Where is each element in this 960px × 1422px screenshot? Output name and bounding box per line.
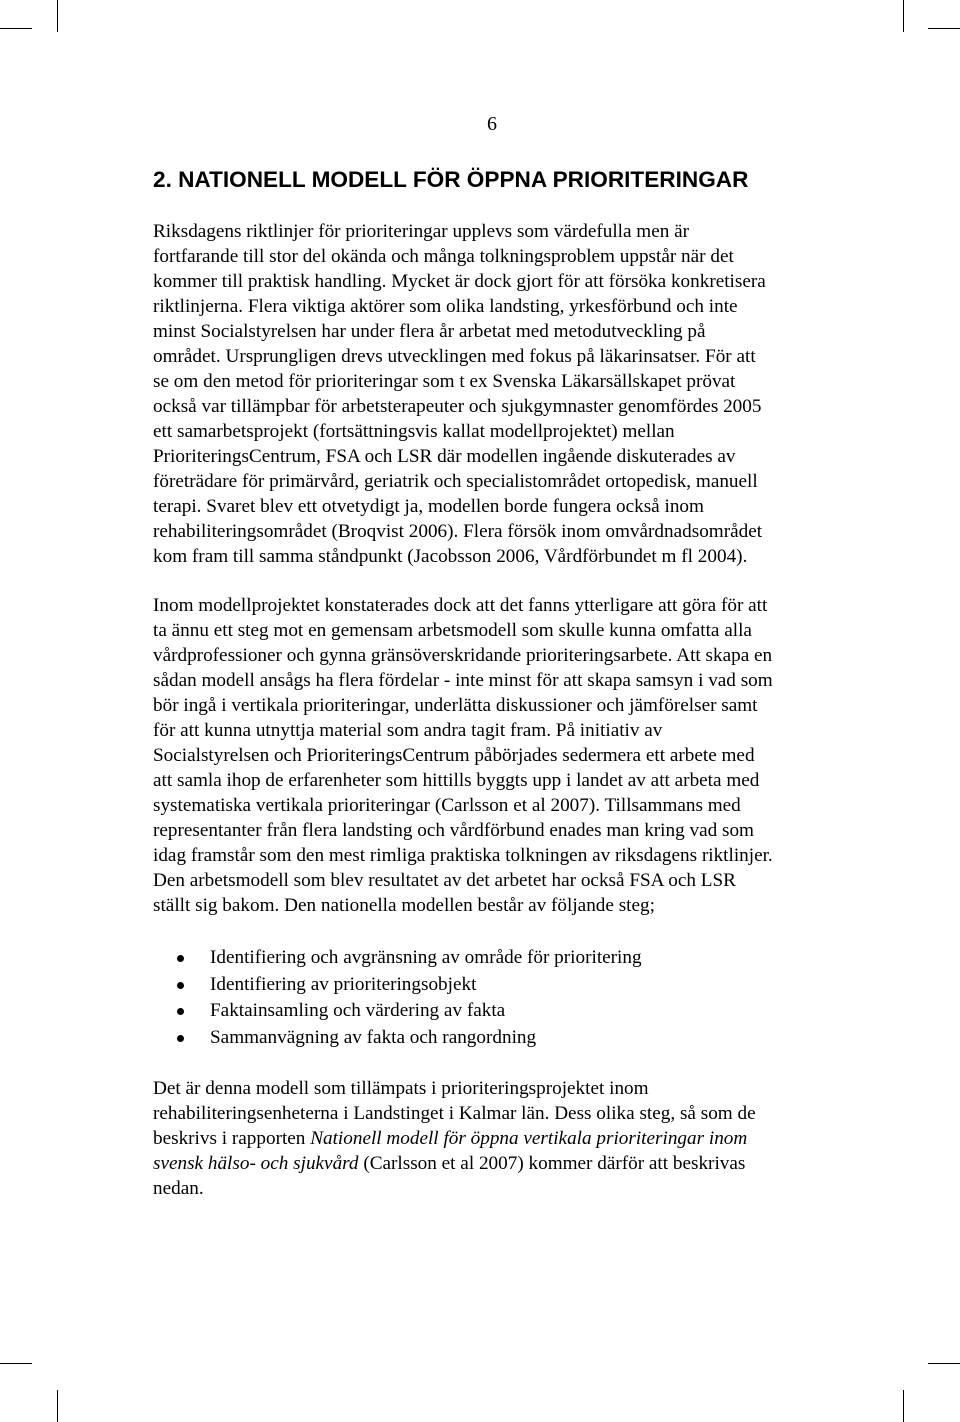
- paragraph-line: sådan modell ansågs ha flera fördelar - inte minst för att skapa samsyn i vad som: [153, 670, 773, 691]
- bullet-icon: [177, 955, 184, 962]
- paragraph-line: Riksdagens riktlinjer för prioriteringar upplevs som värdefulla men är: [153, 221, 690, 242]
- paragraph-line: också var tillämpbar för arbetsterapeuter och sjukgymnaster genomfördes 2005: [153, 396, 762, 417]
- paragraph-line: representanter från flera landsting och vårdförbund enades man kring vad som: [153, 820, 754, 841]
- report-title: Nationell modell för öppna vertikala prioriteringar inom: [310, 1128, 748, 1149]
- paragraph-line: kom fram till samma ståndpunkt (Jacobsson 2006, Vårdförbundet m fl 2004).: [153, 546, 748, 567]
- paragraph-line: Socialstyrelsen och PrioriteringsCentrum påbörjades sedermera ett arbete med: [153, 745, 755, 766]
- paragraph-line: minst Socialstyrelsen har under flera år arbetat med metodutveckling på: [153, 321, 706, 342]
- paragraph-line: terapi. Svaret blev ett otvetydigt ja, modellen borde fungera också inom: [153, 496, 704, 517]
- paragraph-line: Den arbetsmodell som blev resultatet av det arbetet har också FSA och LSR: [153, 870, 736, 891]
- paragraph-line: [153, 1126, 873, 1151]
- crop-mark-top-right-horizontal: [928, 28, 960, 29]
- crop-mark-top-right-vertical: [903, 0, 904, 32]
- paragraph-line: Inom modellprojektet konstaterades dock att det fanns ytterligare att göra för att: [153, 595, 768, 616]
- list-item-text: Faktainsamling och värdering av fakta: [210, 1000, 506, 1022]
- list-item-text: Identifiering av prioriteringsobjekt: [210, 973, 477, 995]
- list-item-text: Identifiering och avgränsning av område för prioritering: [210, 947, 642, 968]
- section-heading: 2. NATIONELL MODELL FÖR ÖPPNA PRIORITERINGAR: [153, 167, 749, 192]
- model-steps-list: [153, 945, 642, 1052]
- crop-mark-bottom-left-vertical: [57, 1390, 58, 1422]
- paragraph-line: riktlinjerna. Flera viktiga aktörer som olika landsting, yrkesförbund och inte: [153, 296, 738, 317]
- list-item: [153, 998, 642, 1025]
- paragraph-line: [153, 1151, 873, 1176]
- paragraph-line: rehabiliteringsenheterna i Landstinget i Kalmar län. Dess olika steg, så som de: [153, 1103, 756, 1124]
- paragraph-line: rehabiliteringsområdet (Broqvist 2006). Flera försök inom omvårdnadsområdet: [153, 521, 763, 542]
- paragraph-line: ta ännu ett steg mot en gemensam arbetsmodell som skulle kunna omfatta alla: [153, 620, 752, 641]
- paragraph-line: området. Ursprungligen drevs utvecklingen med fokus på läkarinsatser. För att: [153, 346, 756, 367]
- paragraph-line: kommer till praktisk handling. Mycket är dock gjort för att försöka konkretisera: [153, 271, 766, 292]
- paragraph-line: Det är denna modell som tillämpats i prioriteringsprojektet inom: [153, 1078, 649, 1099]
- paragraph-line: idag framstår som den mest rimliga praktiska tolkningen av riksdagens riktlinjer.: [153, 845, 773, 866]
- crop-mark-top-left-horizontal: [0, 28, 32, 29]
- paragraph-line: företrädare för primärvård, geriatrik och specialistområdet ortopedisk, manuell: [153, 471, 758, 492]
- bullet-icon: [177, 1035, 184, 1042]
- crop-mark-bottom-right-horizontal: [928, 1363, 960, 1364]
- paragraph-2: [153, 593, 873, 918]
- crop-mark-top-left-vertical: [57, 0, 58, 32]
- bullet-icon: [177, 1008, 184, 1015]
- report-title: svensk hälso- och sjukvård: [153, 1153, 359, 1174]
- paragraph-line: bör ingå i vertikala prioriteringar, underlätta diskussioner och jämförelser samt: [153, 695, 758, 716]
- paragraph-line: fortfarande till stor del okända och många tolkningsproblem uppstår när det: [153, 246, 734, 267]
- paragraph-line: vårdprofessioner och gynna gränsöverskridande prioriteringsarbete. Att skapa en: [153, 645, 773, 666]
- crop-mark-bottom-left-horizontal: [0, 1363, 32, 1364]
- paragraph-line: PrioriteringsCentrum, FSA och LSR där modellen ingående diskuterades av: [153, 446, 736, 467]
- paragraph-line: ställt sig bakom. Den nationella modellen består av följande steg;: [153, 895, 655, 916]
- bullet-icon: [177, 982, 184, 989]
- paragraph-line: för att kunna utnyttja material som andra tagit fram. På initiativ av: [153, 720, 663, 741]
- list-item-text: Sammanvägning av fakta och rangordning: [210, 1027, 537, 1049]
- paragraph-3: [153, 1076, 873, 1201]
- paragraph-line: ett samarbetsprojekt (fortsättningsvis kallat modellprojektet) mellan: [153, 421, 675, 442]
- paragraph-text: (Carlsson et al 2007) kommer därför att beskrivas: [358, 1153, 746, 1174]
- paragraph-text: beskrivs i rapporten: [153, 1128, 311, 1149]
- paragraph-line: nedan.: [153, 1178, 204, 1199]
- paragraph-line: systematiska vertikala prioriteringar (Carlsson et al 2007). Tillsammans med: [153, 795, 741, 816]
- list-item: [153, 972, 642, 999]
- page-number: 6: [487, 113, 497, 135]
- list-item: [153, 945, 642, 972]
- crop-mark-bottom-right-vertical: [903, 1390, 904, 1422]
- list-item: [153, 1025, 642, 1052]
- paragraph-1: [153, 219, 873, 569]
- paragraph-line: se om den metod för prioriteringar som t ex Svenska Läkarsällskapet prövat: [153, 371, 736, 392]
- paragraph-line: att samla ihop de erfarenheter som hittills byggts upp i landet av att arbeta med: [153, 770, 760, 791]
